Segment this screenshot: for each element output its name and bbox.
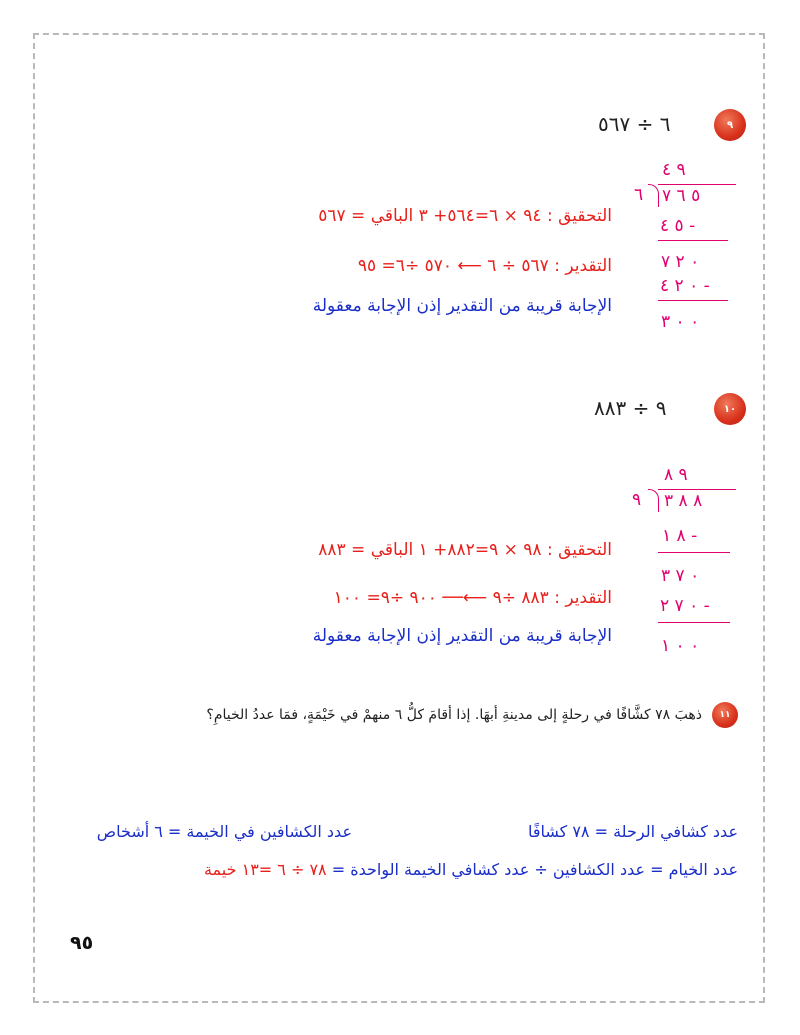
problem-10-badge: ١٠ — [714, 393, 746, 425]
step-1: ٥ ٤ - — [660, 216, 696, 236]
remainder: ٠ ٠ ١ — [661, 636, 700, 656]
problem-9-badge: ٩ — [714, 109, 746, 141]
division-bar — [658, 489, 736, 490]
problem-11-badge: ١١ — [712, 702, 738, 728]
divisor: ٩ — [632, 490, 642, 510]
step-line — [658, 240, 728, 241]
problem-10-estimate: التقدير : ٨٨٣ ÷٩ ⟵── ٩٠٠ ÷٩= ١٠٠ — [333, 588, 612, 608]
problem-9-check: التحقيق : ٩٤ × ٦=٥٦٤+ ٣ الباقي = ٥٦٧ — [318, 206, 612, 226]
problem-10-conclusion: الإجابة قريبة من التقدير إذن الإجابة معقولة — [312, 626, 612, 646]
step-3: ٠ ٢ ٤ - — [660, 276, 710, 296]
problem-9-expression: ٦ ÷ ٥٦٧ — [598, 112, 671, 136]
step-line — [658, 622, 730, 623]
problem-11-given-1: عدد كشافي الرحلة = ٧٨ كشافًا — [527, 822, 738, 841]
step-line — [658, 552, 730, 553]
problem-11-question: ذهبَ ٧٨ كشَّافًا في رحلةٍ إلى مدينةِ أبهَا. إذا أقامَ كلُّ ٦ منهمْ في خَيْمَةٍ، فمَا عددُ الخيامِ؟ — [206, 707, 702, 723]
step-line — [658, 300, 728, 301]
problem-9-conclusion: الإجابة قريبة من التقدير إذن الإجابة معقولة — [312, 296, 612, 316]
problem-11-given-2: عدد الكشافين في الخيمة = ٦ أشخاص — [96, 822, 352, 841]
problem-10-expression: ٩ ÷ ٨٨٣ — [594, 396, 667, 420]
problem-10-check: التحقيق : ٩٨ × ٩=٨٨٢+ ١ الباقي = ٨٨٣ — [318, 540, 612, 560]
step-1: ٨ ١ - — [662, 526, 698, 546]
problem-11-solution — [204, 860, 738, 879]
dividend: ٥ ٦ ٧ — [662, 186, 701, 206]
division-bar — [658, 184, 736, 185]
remainder: ٠ ٠ ٣ — [661, 312, 700, 332]
step-2: ٠ ٢ ٧ — [661, 252, 700, 272]
dividend: ٨ ٨ ٣ — [664, 491, 703, 511]
solution-prefix: عدد الخيام = عدد الكشافين ÷ عدد كشافي الخيمة الواحدة = — [331, 860, 738, 879]
solution-result: ٧٨ ÷ ٦ =١٣ خيمة — [203, 860, 327, 879]
page-number: ٩٥ — [70, 932, 94, 954]
page-border — [33, 33, 765, 1003]
quotient: ٩ ٤ — [662, 160, 686, 180]
divisor: ٦ — [634, 185, 644, 205]
quotient: ٩ ٨ — [664, 465, 688, 485]
step-2: ٠ ٧ ٣ — [661, 566, 700, 586]
step-3: ٠ ٧ ٢ - — [660, 596, 710, 616]
problem-9-estimate: التقدير : ٥٦٧ ÷ ٦ ⟵ ٥٧٠ ÷٦= ٩٥ — [357, 256, 612, 276]
